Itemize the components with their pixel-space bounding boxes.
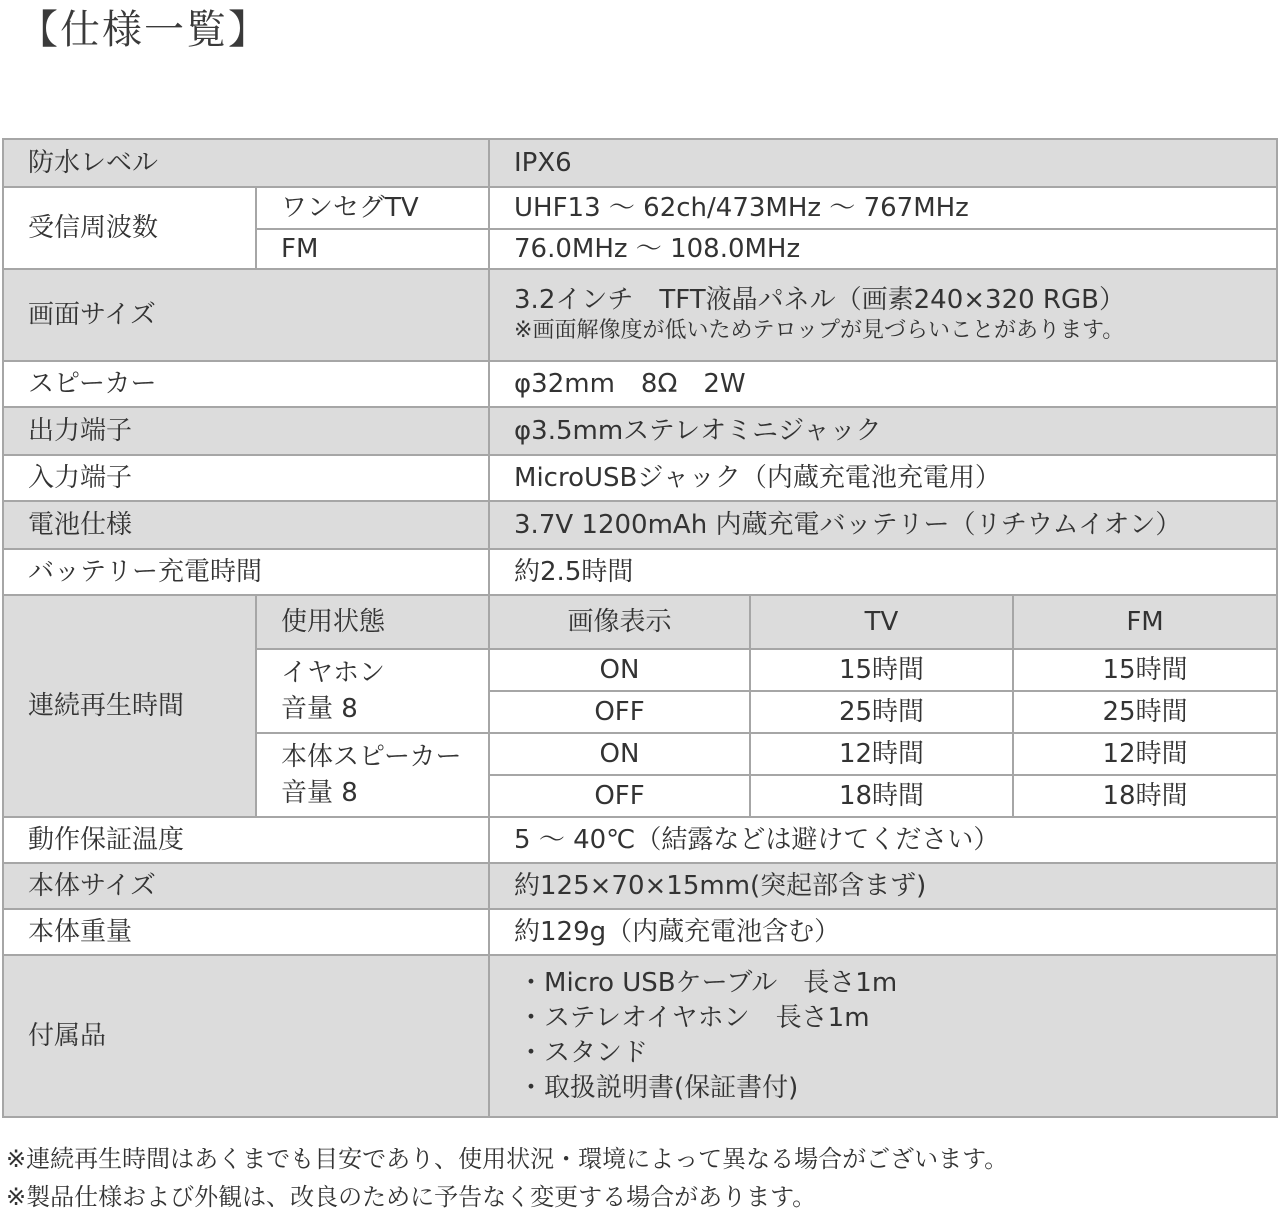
accessory-item: ・スタンド	[518, 1038, 649, 1068]
accessory-item: ・ステレオイヤホン 長さ1m	[518, 1003, 870, 1033]
temperature-label: 動作保証温度	[3, 817, 489, 863]
accessory-item: ・Micro USBケーブル 長さ1m	[518, 968, 898, 998]
playback-header-tv: TV	[750, 595, 1013, 649]
row-battery	[3, 501, 1277, 549]
row-waterproof	[3, 139, 1277, 187]
screen-label: 画面サイズ	[3, 269, 489, 361]
earphone-label: イヤホン	[281, 658, 386, 688]
earphone-on-display: ON	[489, 649, 750, 691]
earphone-label-cell	[256, 649, 489, 733]
row-speaker	[3, 361, 1277, 407]
input-value: MicroUSBジャック（内蔵充電池充電用）	[489, 455, 1277, 501]
screen-value-cell	[489, 269, 1277, 361]
row-output	[3, 407, 1277, 455]
size-value: 約125×70×15mm(突起部含まず)	[489, 863, 1277, 909]
spec-table	[2, 138, 1278, 1118]
output-label: 出力端子	[3, 407, 489, 455]
earphone-volume: 音量 8	[281, 694, 358, 724]
weight-value: 約129g（内蔵充電池含む）	[489, 909, 1277, 955]
accessory-item: ・取扱説明書(保証書付)	[518, 1073, 799, 1103]
earphone-off-display: OFF	[489, 691, 750, 733]
row-frequency-oneseg	[3, 187, 1277, 229]
playback-label: 連続再生時間	[3, 595, 256, 817]
speaker-value: φ32mm 8Ω 2W	[489, 361, 1277, 407]
row-screen	[3, 269, 1277, 361]
footer-notes	[6, 1140, 1008, 1216]
playback-header-state: 使用状態	[256, 595, 489, 649]
speaker-off-tv: 18時間	[750, 775, 1013, 817]
fm-label: FM	[256, 229, 489, 269]
earphone-off-tv: 25時間	[750, 691, 1013, 733]
row-weight	[3, 909, 1277, 955]
oneseg-value: UHF13 ～ 62ch/473MHz ～ 767MHz	[489, 187, 1277, 229]
page-title: 【仕様一覧】	[18, 7, 270, 53]
earphone-on-fm: 15時間	[1013, 649, 1277, 691]
temperature-value: 5 ～ 40℃（結露などは避けてください）	[489, 817, 1277, 863]
speaker-on-fm: 12時間	[1013, 733, 1277, 775]
row-input	[3, 455, 1277, 501]
speaker-off-fm: 18時間	[1013, 775, 1277, 817]
row-charge-time	[3, 549, 1277, 595]
earphone-off-fm: 25時間	[1013, 691, 1277, 733]
size-label: 本体サイズ	[3, 863, 489, 909]
accessories-label: 付属品	[3, 955, 489, 1117]
row-temperature	[3, 817, 1277, 863]
speaker-on-display: ON	[489, 733, 750, 775]
speaker-on-tv: 12時間	[750, 733, 1013, 775]
row-accessories	[3, 955, 1277, 1117]
footer-note-spec-change: ※製品仕様および外観は、改良のために予告なく変更する場合があります。	[6, 1183, 817, 1211]
row-playback-header	[3, 595, 1277, 649]
playback-header-fm: FM	[1013, 595, 1277, 649]
footer-note-playback: ※連続再生時間はあくまでも目安であり、使用状況・環境によって異なる場合がございます。	[6, 1145, 1009, 1173]
screen-note: ※画面解像度が低いためテロップが見づらいことがあります。	[514, 318, 1125, 343]
accessories-list	[489, 955, 1277, 1117]
row-size	[3, 863, 1277, 909]
speaker-label: スピーカー	[3, 361, 489, 407]
frequency-label: 受信周波数	[3, 187, 256, 269]
playback-header-display: 画像表示	[489, 595, 750, 649]
waterproof-label: 防水レベル	[3, 139, 489, 187]
input-label: 入力端子	[3, 455, 489, 501]
speaker-mode-label-cell	[256, 733, 489, 817]
speaker-mode-label: 本体スピーカー	[281, 742, 462, 772]
screen-value: 3.2インチ TFT液晶パネル（画素240×320 RGB）	[514, 285, 1125, 315]
speaker-off-display: OFF	[489, 775, 750, 817]
oneseg-label: ワンセグTV	[256, 187, 489, 229]
earphone-on-tv: 15時間	[750, 649, 1013, 691]
battery-label: 電池仕様	[3, 501, 489, 549]
waterproof-value: IPX6	[489, 139, 1277, 187]
charge-time-label: バッテリー充電時間	[3, 549, 489, 595]
weight-label: 本体重量	[3, 909, 489, 955]
battery-value: 3.7V 1200mAh 内蔵充電バッテリー（リチウムイオン）	[489, 501, 1277, 549]
fm-value: 76.0MHz ～ 108.0MHz	[489, 229, 1277, 269]
charge-time-value: 約2.5時間	[489, 549, 1277, 595]
output-value: φ3.5mmステレオミニジャック	[489, 407, 1277, 455]
speaker-mode-volume: 音量 8	[281, 778, 358, 808]
